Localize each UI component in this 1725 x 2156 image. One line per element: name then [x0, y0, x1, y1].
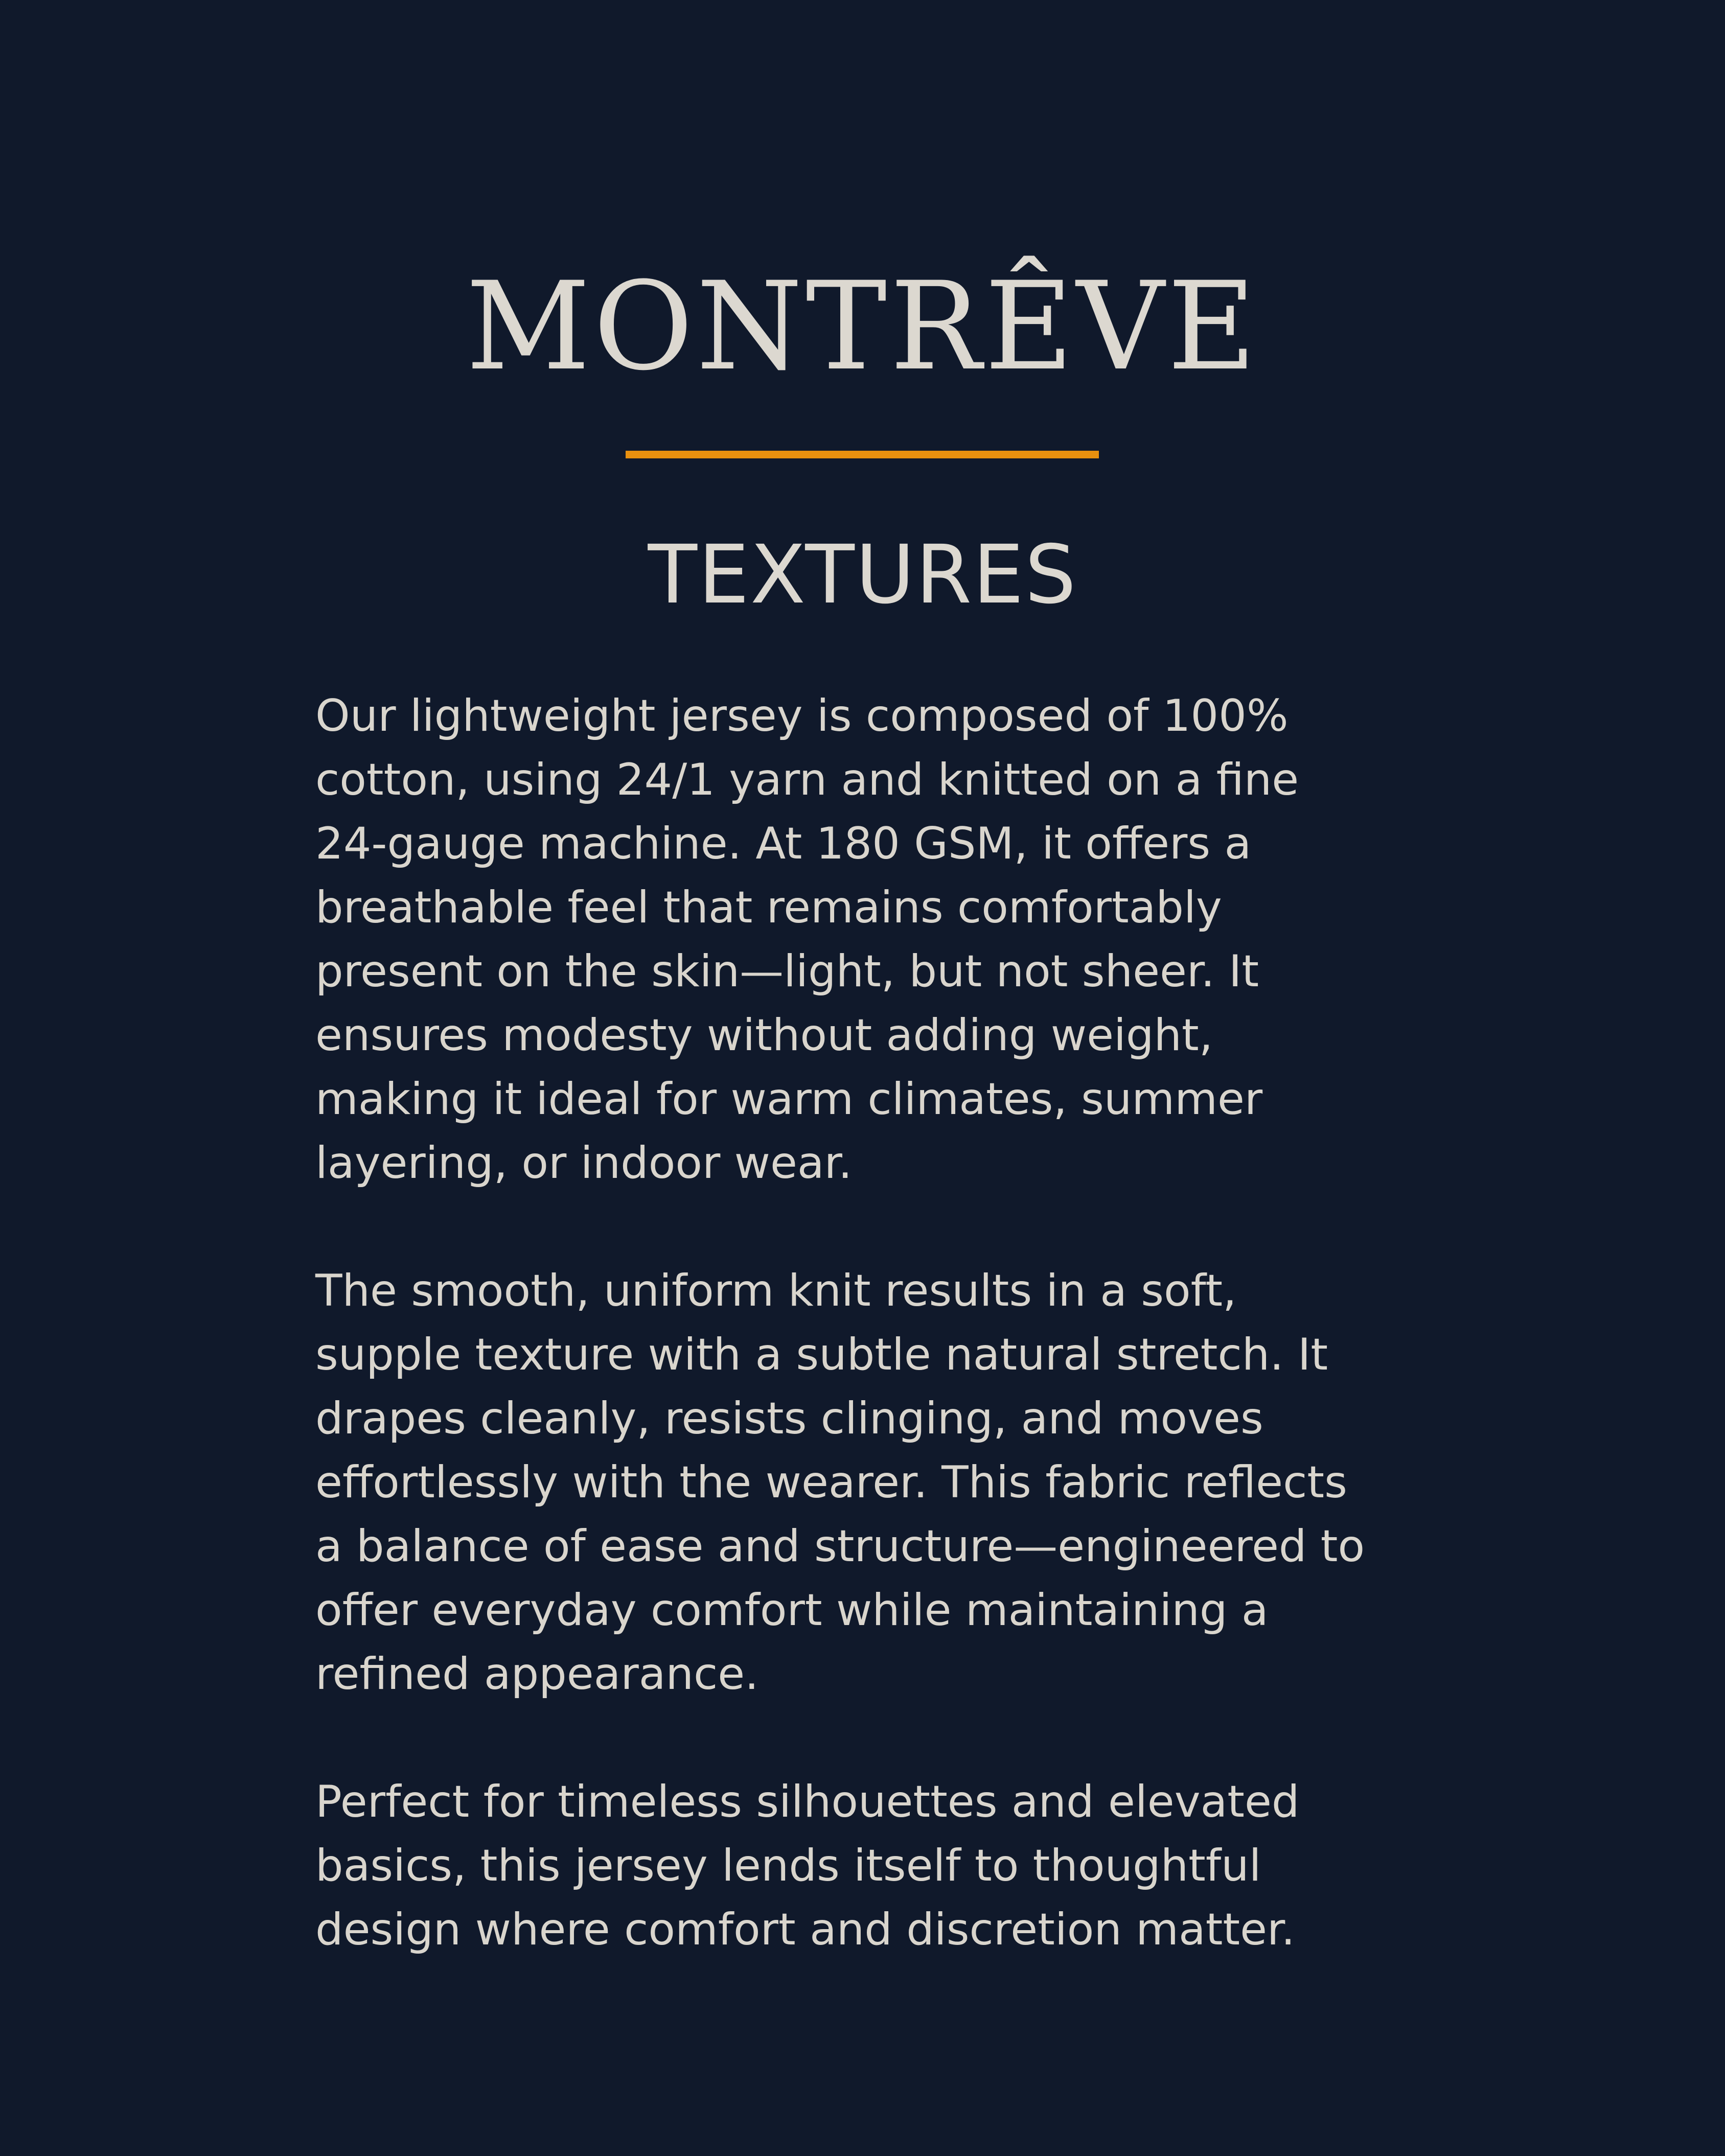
paragraph-line: layering, or indoor wear.	[315, 1138, 853, 1189]
paragraph-line: The smooth, uniform knit results in a soft,	[315, 1265, 1237, 1316]
paragraph-line: Perfect for timeless silhouettes and elevated	[315, 1776, 1300, 1827]
section-title: TEXTURES	[648, 528, 1077, 622]
paragraph-texture-feel	[315, 1259, 1440, 1706]
paragraph-line: basics, this jersey lends itself to thoughtful	[315, 1840, 1261, 1891]
paragraph-line: ensures modesty without adding weight,	[315, 1010, 1213, 1061]
paragraph-line: cotton, using 24/1 yarn and knitted on a fine	[315, 754, 1299, 805]
paragraph-line: drapes cleanly, resists clinging, and moves	[315, 1393, 1263, 1444]
paragraph-line: 24-gauge machine. At 180 GSM, it offers a	[315, 818, 1252, 869]
accent-divider	[626, 451, 1099, 458]
paragraph-line: present on the skin—light, but not sheer. It	[315, 946, 1259, 997]
paragraph-line: design where comfort and discretion matter.	[315, 1904, 1295, 1955]
brand-logo: MONTRÊVE	[466, 256, 1259, 398]
paragraph-line: making it ideal for warm climates, summer	[315, 1074, 1263, 1125]
paragraph-line: Our lightweight jersey is composed of 100%	[315, 690, 1289, 741]
paragraph-use-cases	[315, 1770, 1440, 1962]
paragraph-line: refined appearance.	[315, 1649, 759, 1700]
paragraph-line: a balance of ease and structure—engineered to	[315, 1521, 1365, 1572]
paragraph-line: effortlessly with the wearer. This fabric reflects	[315, 1457, 1347, 1508]
paragraph-line: supple texture with a subtle natural stretch. It	[315, 1329, 1328, 1380]
paragraph-fabric-composition	[315, 684, 1440, 1195]
paragraph-line: offer everyday comfort while maintaining a	[315, 1585, 1269, 1636]
paragraph-line: breathable feel that remains comfortably	[315, 882, 1222, 933]
